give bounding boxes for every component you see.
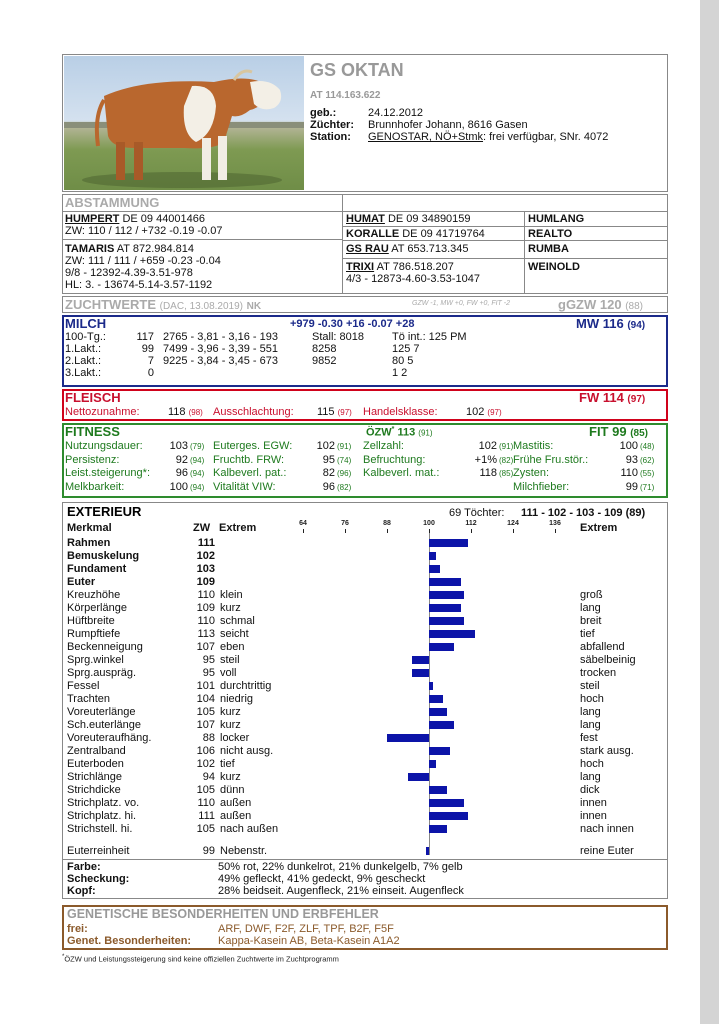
ext-tick [471,529,472,533]
fitness-label: Leist.steigerung*: [65,467,150,479]
sss: HUMLANG [528,213,585,225]
scheckung-label: Scheckung: [67,873,130,885]
ext-trait-name: Sprg.winkel [67,654,124,666]
ext-trait-right: nach innen [580,823,634,835]
milch-row-c1: 9852 [312,355,337,367]
sire-name[interactable]: HUMPERT [65,213,120,225]
footnote [62,954,339,964]
ext-trait-left: außen [220,810,252,822]
gzw-value: 120 [599,297,622,312]
milch-row-vals: 2765 - 3,81 - 3,16 - 193 [163,331,278,343]
ext-trait-right: steil [580,680,600,692]
ozw [366,426,433,439]
ext-trait-bar [429,708,447,716]
col-extrem: Extrem [219,522,257,534]
ext-trait-zw: 110 [197,615,215,627]
ozw-label: ÖZW [366,426,392,439]
dam-zw: ZW: 111 / 111 / +659 -0.23 -0.04 [65,255,221,267]
fit-rel: (85) [630,428,648,439]
ext-tick [387,529,388,533]
ext-trait-bar [408,773,429,781]
ext-trait-left: kurz [220,602,241,614]
ext-trait-name: Beckenneigung [67,641,143,653]
fitness-label: Persistenz: [65,453,120,466]
zw-nk: NK [246,301,262,312]
breeder-label: Züchter: [310,119,354,131]
ext-trait-bar [429,760,436,768]
ext-trait-zw: 105 [196,706,215,718]
fitness-value: 92 [175,453,188,466]
fitness-value: 82 [322,467,335,479]
milch-summary: +979 -0.30 +16 -0.07 +28 [290,318,415,330]
ext-trait-bar [429,812,468,820]
zw-subtitle: (DAC, 13.08.2019) [159,301,244,312]
ext-trait-bar [429,643,454,651]
col-merkmal: Merkmal [67,522,112,534]
milch-row-label: 2.Lakt.: [65,355,102,367]
ext-trait-right: groß [580,589,603,601]
fitness-label: Mastitis: [513,440,554,452]
ext-trait-left: klein [220,589,243,601]
gzw-rel: (88) [625,301,644,312]
ext-trait-bar [429,552,436,560]
mw-rel: (94) [627,320,646,331]
ext-trait-bar [429,604,461,612]
fitness-rel: (82) [499,455,514,465]
ext-trait-bar [429,578,461,586]
dss: RUMBA [528,243,569,255]
ext-trait-bar [412,656,430,664]
dd-id: AT 786.518.207 [374,261,454,273]
born-label: geb.: [310,107,337,119]
ds-name[interactable]: GS RAU [346,243,389,255]
ext-tick-label: 100 [423,520,435,527]
ext-trait-zw: 111 [198,810,215,822]
milch-row-c2: 1 2 [392,367,408,379]
ext-trait-name: Euterreinheit [67,845,130,857]
ext-scores: 111 - 102 - 103 - 109 (89) [521,507,646,519]
ext-trait-name: Trachten [67,693,111,705]
fitness-rel: (91) [499,442,514,451]
fitness-value: 95 [322,453,335,466]
fitness-rel: (96) [337,469,352,478]
ext-trait-zw: 104 [196,693,215,705]
milch-row-n: 7 [147,355,154,367]
fitness-label: Milchfieber: [513,480,570,493]
fitness-rel: (74) [337,455,352,465]
bull-id: AT 114.163.622 [310,90,381,101]
milch-row-n: 0 [147,367,154,379]
fit [589,424,648,439]
ext-tick-label: 112 [465,520,477,527]
ext-trait-name: Strichplatz. hi. [67,810,137,822]
milch-row-c1: Stall: 8018 [312,331,364,343]
ext-trait-name: Strichdicke [67,784,121,796]
ext-trait-bar [429,630,475,638]
milch-row-label: 100-Tg.: [65,331,106,343]
hk [466,406,502,418]
fitness-rel: (94) [190,455,205,465]
fitness-label: Kalbeverl. mat.: [363,467,440,479]
ozw-star: * [391,426,395,433]
ext-trait-zw: 95 [202,654,215,666]
ext-trait-bar [429,539,468,547]
fitness-value: 100 [619,440,638,452]
ext-trait-zw: 111 [197,537,215,549]
mw-label: MW 116 [576,316,624,331]
ext-tick-label: 88 [383,520,391,527]
fitness-value: 102 [478,440,497,452]
exterieur-box [62,502,668,860]
dds: WEINOLD [528,261,580,273]
fw [579,390,645,405]
col-extrem-right: Extrem [580,522,618,534]
station-name[interactable]: GENOSTAR, NÖ+Stmk [368,131,484,143]
fitness-rel: (71) [640,482,655,492]
ext-trait-left: nicht ausg. [220,745,274,757]
sd-name: KORALLE [346,228,400,240]
milch-row-label: 3.Lakt.: [65,367,102,379]
ext-trait-right: reine Euter [580,845,634,857]
fitness-label: Melkbarkeit: [65,480,125,493]
sire-dam [346,228,485,240]
fitness-label: Nutzungsdauer: [65,440,143,452]
netto-label: Nettozunahme: [65,406,140,418]
dam-sire [346,243,469,255]
fitness-rel: (91) [337,442,352,451]
fitness-value: 96 [322,480,335,493]
ext-trait-left: steil [220,654,240,666]
fitness-label: Euterges. EGW: [213,440,293,452]
fitness-value: +1% [474,453,497,466]
ext-tick [555,529,556,533]
fitness-value: 93 [625,453,638,466]
fitness-rel: (82) [337,482,352,492]
ext-tick-label: 76 [341,520,349,527]
ext-trait-bar [429,695,443,703]
gb-label: Genet. Besonderheiten: [67,935,192,947]
ext-trait-right: tief [580,628,595,640]
ext-trait-zw: 106 [196,745,215,757]
ext-trait-zw: 110 [197,797,215,809]
ext-trait-left: eben [220,641,245,653]
fitness-value: 102 [316,440,335,452]
footnote-text: ÖZW und Leistungssteigerung sind keine offiziellen Zuchtwerte im Zuchtprogramm [64,954,339,964]
ext-trait-zw: 94 [202,771,215,783]
ext-trait-bar [412,669,430,677]
ext-tick [513,529,514,533]
milch-row-c2: Tö int.: 125 PM [392,331,467,343]
pedigree-title: ABSTAMMUNG [65,195,160,210]
milch-row-c2: 125 7 [392,343,420,355]
sire-zw: ZW: 110 / 112 / +732 -0.19 -0.07 [65,225,223,237]
ext-trait-left: Nebenstr. [220,845,268,857]
fitness-label: Vitalität VIW: [213,480,276,493]
ss-name[interactable]: HUMAT [346,213,385,225]
ozw-value: 113 [397,426,416,439]
milch-row-label: 1.Lakt.: [65,343,102,355]
milch-row-c2: 80 5 [392,355,414,367]
hk-rel: (97) [487,408,502,417]
ext-trait-left: locker [220,732,250,744]
ext-trait-right: innen [580,797,607,809]
ext-trait-bar [429,825,447,833]
ext-trait-name: Voreuteraufhäng. [67,732,152,744]
ext-trait-bar [429,617,464,625]
ext-trait-right: hoch [580,693,604,705]
ext-trait-right: breit [580,615,602,627]
ext-trait-zw: 109 [196,576,215,588]
dam-name: TAMARIS [65,243,115,255]
mw [576,316,645,331]
station-label: Station: [310,131,351,143]
fitness-value: 100 [169,480,188,493]
fitness-title: FITNESS [65,424,120,439]
station-rest: : frei verfügbar, SNr. 4072 [483,131,609,143]
born-date: 24.12.2012 [368,107,424,119]
ext-trait-right: hoch [580,758,604,770]
gzw-label: gGZW [558,297,597,312]
milch-row-c1: 8258 [312,343,337,355]
ext-trait-name: Rumpftiefe [67,628,121,640]
exterieur-title: EXTERIEUR [67,504,142,519]
gb: Kappa-Kasein AB, Beta-Kasein A1A2 [218,935,400,947]
frei: ARF, DWF, F2F, ZLF, TPF, B2F, F5F [218,923,394,935]
kopf: 28% beidseit. Augenfleck, 21% einseit. Augenfleck [218,885,464,897]
ext-trait-zw: 99 [202,845,215,857]
ext-trait-left: voll [220,667,237,679]
dam-id: AT 872.984.814 [114,243,195,255]
ext-trait-name: Hüftbreite [67,615,115,627]
ext-trait-zw: 103 [196,563,215,575]
dd-name[interactable]: TRIXI [346,261,375,273]
genetik-title: GENETISCHE BESONDERHEITEN UND ERBFEHLER [67,907,379,921]
sire [65,213,205,225]
fitness-value: 118 [479,467,497,479]
ext-trait-bar [429,721,454,729]
bull-name: GS OKTAN [310,60,404,80]
aus [317,406,352,418]
ext-trait-left: außen [220,797,252,809]
ext-tick [345,529,346,533]
fitness-value: 103 [169,440,188,452]
ext-trait-name: Rahmen [67,537,111,549]
ext-trait-bar [387,734,429,742]
ext-trait-zw: 105 [196,784,215,796]
ext-trait-name: Euterboden [67,758,124,770]
ext-trait-zw: 113 [197,628,215,640]
fitness-rel: (55) [640,469,655,478]
gzw [558,297,643,312]
fitness-rel: (79) [190,442,205,451]
ext-trait-name: Voreuterlänge [67,706,136,718]
ext-trait-bar [429,786,447,794]
page-edge [700,0,719,1024]
ss-id: DE 09 34890159 [384,213,471,225]
fw-rel: (97) [627,394,646,405]
milch-row-vals: 9225 - 3,84 - 3,45 - 673 [163,355,278,367]
fitness-rel: (94) [190,469,205,478]
station [368,131,608,143]
ext-trait-right: fest [580,732,598,744]
fitness-label: Zellzahl: [363,440,404,452]
milch-row-n: 117 [136,331,154,343]
ext-trait-bar [429,799,464,807]
ext-trait-zw: 107 [196,719,215,731]
ext-tick-label: 136 [549,520,561,527]
fitness-value: 110 [620,467,638,479]
fitness-rel: (85) [499,469,514,478]
ext-trait-zw: 101 [196,680,215,692]
ext-tick-label: 64 [299,520,307,527]
sire-id: DE 09 44001466 [119,213,206,225]
fitness-rel: (62) [640,455,655,465]
milch-row-n: 99 [141,343,154,355]
frei-label: frei: [67,923,88,935]
fitness-label: Fruchtb. FRW: [213,453,285,466]
ext-trait-right: trocken [580,667,617,679]
dam-l1: 9/8 - 12392-4.39-3.51-978 [65,267,193,279]
ext-trait-left: kurz [220,771,241,783]
fitness-rel: (48) [640,442,655,451]
fitness-value: 96 [175,467,188,479]
milch-row-vals: 7499 - 3,96 - 3,39 - 551 [163,343,278,355]
fitness-label: Zysten: [513,467,550,479]
ext-trait-left: kurz [220,719,241,731]
zw-title-line [65,297,261,312]
ext-trait-name: Bemuskelung [67,550,140,562]
ext-tick-label: 124 [507,520,519,527]
ext-trait-left: schmal [220,615,255,627]
ext-trait-right: stark ausg. [580,745,634,757]
farbe: 50% rot, 22% dunkelrot, 21% dunkelgelb, 7% gelb [218,861,463,873]
dd-l1: 4/3 - 12873-4.60-3.53-1047 [346,273,480,285]
milch-title: MILCH [65,316,107,331]
ext-trait-bar [429,591,464,599]
aus-label: Ausschlachtung: [213,406,294,418]
ext-trait-name: Strichplatz. vo. [67,797,140,809]
col-zw: ZW [193,522,211,534]
aus-value: 115 [317,406,335,418]
ext-trait-name: Strichstell. hi. [67,823,133,835]
fit-label: FIT 99 [589,424,627,439]
fw-label: FW 114 [579,390,624,405]
zw-note: GZW -1, MW +0, FW +0, FIT -2 [412,300,511,307]
fitness-value: 99 [625,480,638,493]
sire-sire [346,213,471,225]
ext-trait-zw: 107 [196,641,215,653]
ext-trait-name: Zentralband [67,745,126,757]
ext-trait-bar [429,682,433,690]
ext-trait-name: Kreuzhöhe [67,589,121,601]
netto-rel: (98) [188,408,203,417]
ext-trait-left: durchtrittig [220,680,272,692]
ext-trait-zw: 110 [197,589,215,601]
aus-rel: (97) [337,408,352,417]
ext-trait-zw: 88 [202,732,215,744]
ext-trait-name: Fessel [67,680,100,692]
ext-trait-name: Sch.euterlänge [67,719,141,731]
sd-id: DE 09 41719764 [399,228,485,240]
hk-label: Handelsklasse: [363,406,438,418]
zw-title: ZUCHTWERTE [65,297,156,312]
kopf-label: Kopf: [67,885,96,897]
ext-trait-left: dünn [220,784,245,796]
fitness-label: Befruchtung: [363,453,426,466]
fitness-label: Kalbeverl. pat.: [213,467,287,479]
dam-l2: HL: 3. - 13674-5.14-3.57-1192 [65,279,213,291]
ext-trait-right: lang [580,706,601,718]
fleisch-title: FLEISCH [65,390,121,405]
ext-trait-name: Fundament [67,563,127,575]
ext-trait-zw: 95 [202,667,215,679]
ext-trait-name: Strichlänge [67,771,123,783]
dam-dam [346,261,454,273]
ext-trait-right: abfallend [580,641,625,653]
fitness-label: Frühe Fru.stör.: [513,453,589,466]
ext-trait-left: niedrig [220,693,254,705]
ds-id: AT 653.713.345 [388,243,469,255]
ext-trait-right: lang [580,602,601,614]
netto [168,406,203,418]
footnote-star: * [62,954,65,960]
ext-trait-right: lang [580,771,601,783]
dam [65,243,194,255]
farbe-label: Farbe: [67,861,101,873]
ext-trait-left: kurz [220,706,241,718]
daughters: 69 Töchter: [449,507,505,519]
bull-photo [64,56,304,190]
ext-trait-right: dick [580,784,600,796]
ext-trait-name: Körperlänge [67,602,127,614]
ext-trait-name: Euter [67,576,96,588]
ext-trait-right: innen [580,810,607,822]
ext-trait-bar [426,847,430,855]
scheckung: 49% gefleckt, 41% gedeckt, 9% gescheckt [218,873,426,885]
breeder: Brunnhofer Johann, 8616 Gasen [368,119,528,131]
ext-trait-bar [429,565,440,573]
netto-value: 118 [168,406,186,418]
fitness-rel: (94) [190,482,205,492]
ext-trait-zw: 105 [196,823,215,835]
sds: REALTO [528,228,573,240]
ext-trait-left: seicht [220,628,249,640]
ozw-rel: (91) [418,428,433,438]
ext-tick [303,529,304,533]
hk-value: 102 [466,406,485,418]
ext-trait-name: Sprg.auspräg. [67,667,137,679]
ext-trait-bar [429,747,450,755]
ext-trait-left: tief [220,758,235,770]
ext-trait-zw: 102 [196,758,215,770]
ext-trait-right: lang [580,719,601,731]
ext-trait-left: nach außen [220,823,279,835]
ext-trait-zw: 109 [196,602,215,614]
ext-trait-right: säbelbeinig [580,654,636,666]
ext-trait-zw: 102 [196,550,215,562]
